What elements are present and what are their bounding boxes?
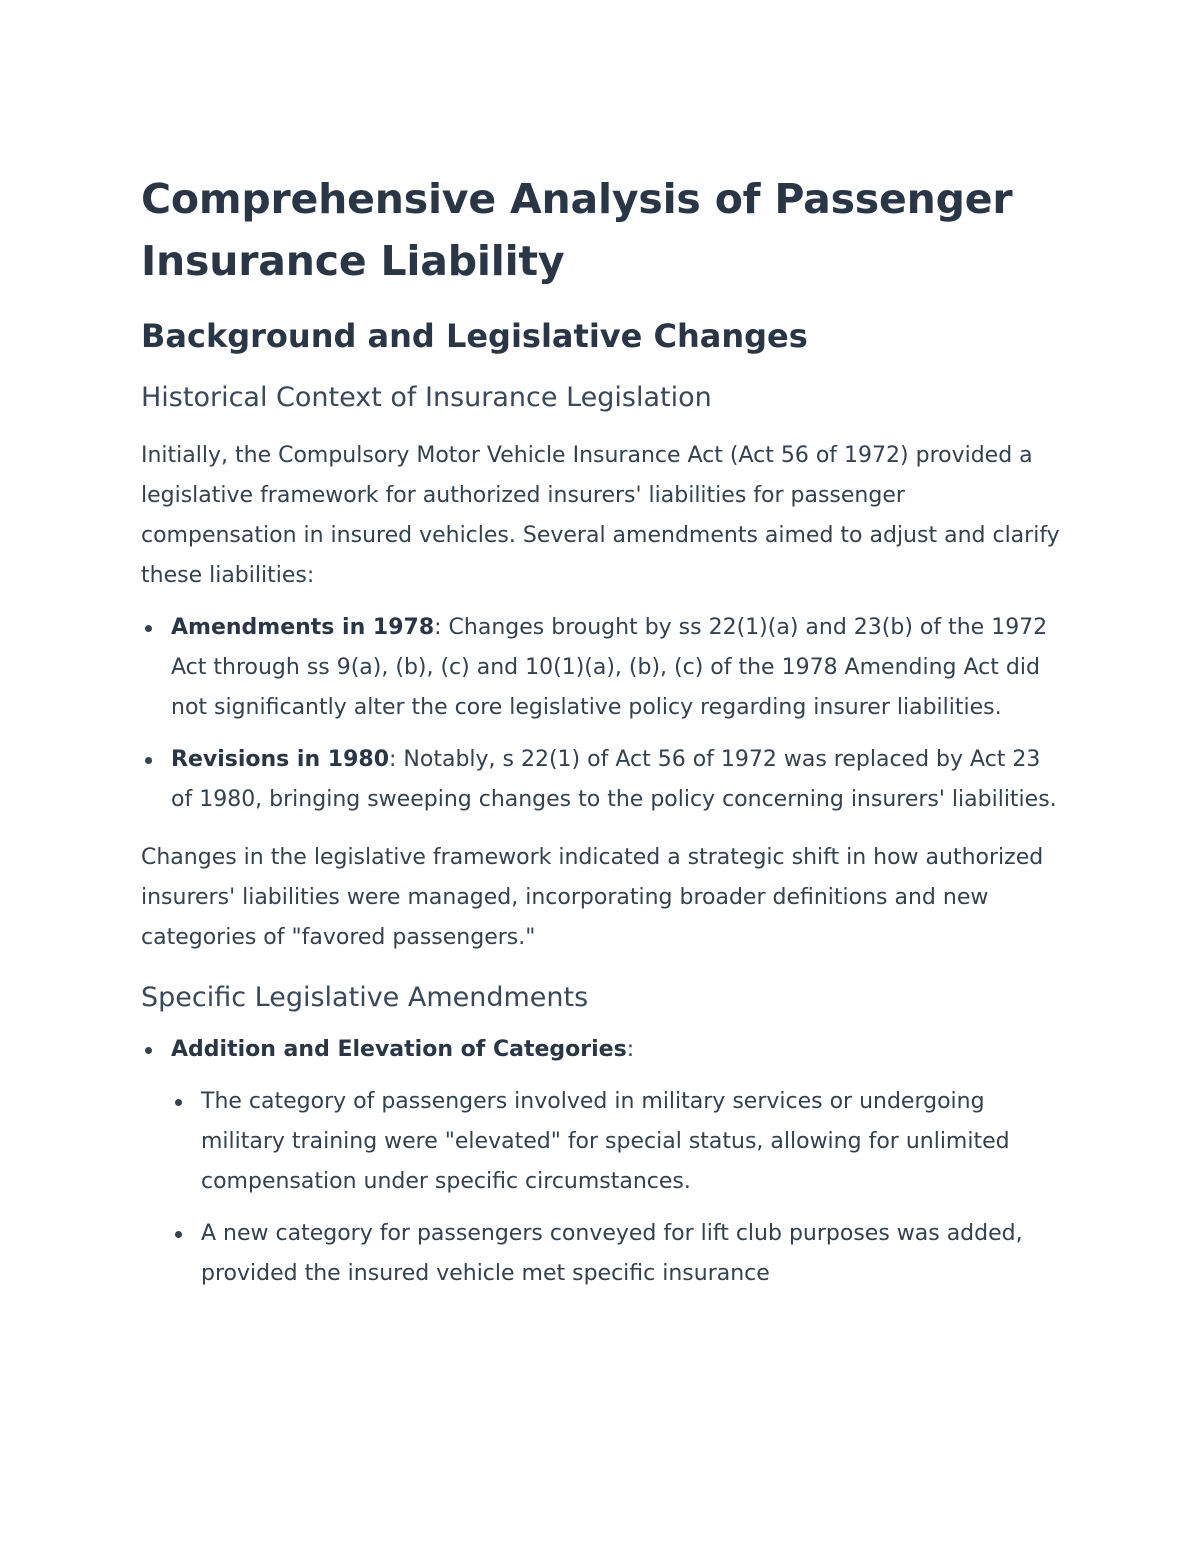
list-item-label: Amendments in 1978 bbox=[171, 615, 435, 640]
categories-list bbox=[141, 1030, 1061, 1294]
list-item-text: : bbox=[626, 1037, 635, 1062]
subsection-heading-historical-context: Historical Context of Insurance Legislation bbox=[141, 382, 712, 413]
sub-list bbox=[171, 1082, 1061, 1294]
intro-paragraph: Initially, the Compulsory Motor Vehicle Insurance Act (Act 56 of 1972) provided a legislative framework for authorized insurers' liabilities for passenger compensation in insured vehicles. Several amendments aimed to adjust and clarify these liabilities: bbox=[141, 443, 1060, 588]
document-title: Comprehensive Analysis of Passenger Insurance Liability bbox=[141, 175, 1013, 285]
document-page bbox=[141, 168, 1061, 1294]
list-item-text: : Notably, s 22(1) of Act 56 of 1972 was replaced by Act 23 of 1980, bringing sweeping changes to the policy concerning insurers' liabilities. bbox=[171, 747, 1057, 812]
list-item bbox=[141, 740, 1061, 820]
list-item-label: Addition and Elevation of Categories bbox=[171, 1037, 627, 1062]
sub-list-item: The category of passengers involved in military services or undergoing military training were "elevated" for special status, allowing for unlimited compensation under specific circumstances. bbox=[171, 1082, 1061, 1202]
conclusion-paragraph: Changes in the legislative framework indicated a strategic shift in how authorized insurers' liabilities were managed, incorporating broader definitions and new categories of "favored passengers." bbox=[141, 845, 1044, 950]
list-item-label: Revisions in 1980 bbox=[171, 747, 390, 772]
section-heading: Background and Legislative Changes bbox=[141, 317, 808, 355]
amendments-list bbox=[141, 608, 1061, 820]
list-item bbox=[141, 1030, 1061, 1294]
list-item bbox=[141, 608, 1061, 728]
subsection-heading-specific-amendments: Specific Legislative Amendments bbox=[141, 982, 589, 1013]
list-item-text: : Changes brought by ss 22(1)(a) and 23(b) of the 1972 Act through ss 9(a), (b), (c) and 10(1)(a), (b), (c) of the 1978 Amending Act did not significantly alter the core legislative policy regarding insurer liabilities. bbox=[171, 615, 1048, 720]
sub-list-item: A new category for passengers conveyed for lift club purposes was added, provided the insured vehicle met specific insurance bbox=[171, 1214, 1061, 1294]
